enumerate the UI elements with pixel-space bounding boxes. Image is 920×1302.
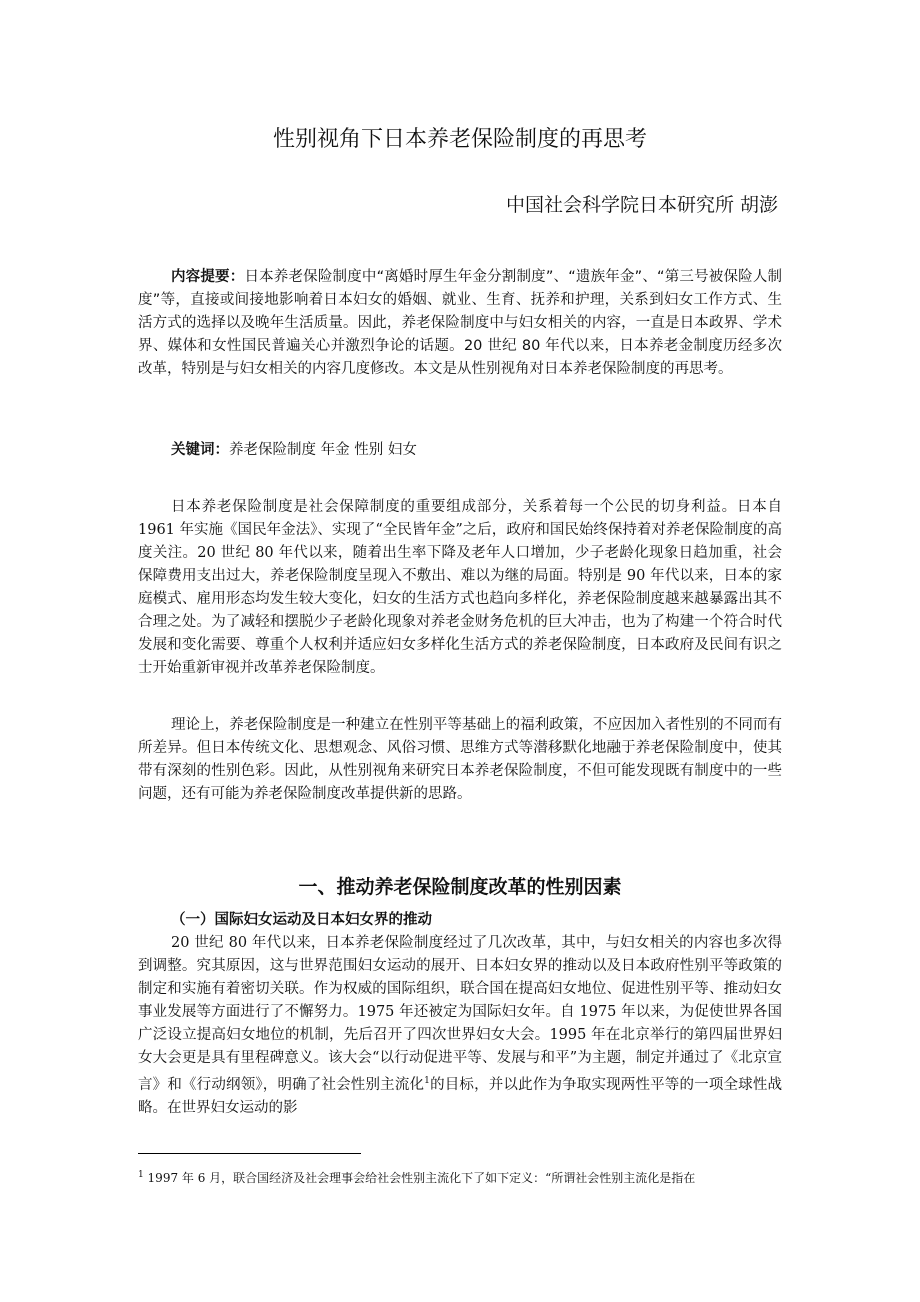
paper-title: 性别视角下日本养老保险制度的再思考 [272, 127, 647, 152]
subsection-heading: （一）国际妇女运动及日本妇女界的推动 [171, 911, 432, 928]
footnote-divider [138, 1153, 361, 1154]
paragraph-3-text-start: 20 世纪 80 年代以来，日本养老保险制度经过了几次改革，其中，与妇女相关的内容也多次得到调整。究其原因，这与世界范围妇女运动的展开、日本妇女界的推动以及日本政府性别平等政策的制定和实施有着密切关联。作为权威的国际组织，联合国在提高妇女地位、促进性别平等、推动妇女事业发展等方面进行了不懈努力。1975 年还被定为国际妇女年。自 1975 年以来，为促使世界各国广泛设立提高妇女地位的机制，先后召开了四次世界妇女大会。1995 年在北京举行的第四届世界妇女大会更是具有里程碑意义。该大会“以行动促进平等、发展与和平”为主题，制定并通过了《北京宣言》和《行动纲领》，明确了社会性别主流化 [138, 935, 782, 1093]
footnote-reference[interactable]: 1 [424, 1076, 430, 1086]
abstract-text: 日本养老保险制度中“离婚时厚生年金分割制度”、“遗族年金”、“第三号被保险人制度”等，直接或间接地影响着日本妇女的婚姻、就业、生育、抚养和护理，关系到妇女工作方式、生活方式的选择以及晚年生活质量。因此，养老保险制度中与妇女相关的内容，一直是日本政界、学术界、媒体和女性国民普遍关心并激烈争论的话题。20 世纪 80 年代以来，日本养老金制度历经多次改革，特别是与妇女相关的内容几度修改。本文是从性别视角对日本养老保险制度的再思考。 [138, 269, 783, 377]
footnote-number: 1 [138, 1170, 144, 1180]
body-paragraph-3 [138, 932, 782, 1120]
abstract-label: 内容提要： [171, 269, 245, 285]
section-heading: 一、推动养老保险制度改革的性别因素 [298, 876, 622, 898]
abstract [138, 266, 782, 381]
paragraph-3-text-end: 的目标，并以此作为争取实现两性平等的一项全球性战略。在世界妇女运动的影 [138, 1076, 783, 1116]
body-paragraph-2: 理论上，养老保险制度是一种建立在性别平等基础上的福利政策，不应因加入者性别的不同而有所差异。但日本传统文化、思想观念、风俗习惯、思维方式等潜移默化地融于养老保险制度中，使其带有深刻的性别色彩。因此，从性别视角来研究日本养老保险制度，不但可能发现既有制度中的一些问题，还有可能为养老保险制度改革提供新的思路。 [138, 717, 782, 802]
keywords [171, 438, 417, 459]
author-affiliation: 中国社会科学院日本研究所 胡澎 [505, 194, 778, 216]
footnote-text: 1997 年 6 月，联合国经济及社会理事会给社会性别主流化下了如下定义：“所谓社会性别主流化是指在 [143, 1171, 696, 1185]
keywords-label: 关键词： [171, 442, 229, 458]
keywords-text: 养老保险制度 年金 性别 妇女 [229, 442, 417, 458]
body-paragraph-1: 日本养老保险制度是社会保障制度的重要组成部分，关系着每一个公民的切身利益。日本自 1961 年实施《国民年金法》、实现了“全民皆年金”之后，政府和国民始终保持着对养老保险制度的高度关注。20 世纪 80 年代以来，随着出生率下降及老年人口增加，少子老龄化现象日趋加重，社会保障费用支出过大，养老保险制度呈现入不敷出、难以为继的局面。特别是 90 年代以来，日本的家庭模式、雇用形态均发生较大变化，妇女的生活方式也趋向多样化，养老保险制度越来越暴露出其不合理之处。为了减轻和摆脱少子老龄化现象对养老金财务危机的巨大冲击，也为了构建一个符合时代发展和变化需要、尊重个人权利并适应妇女多样化生活方式的养老保险制度，日本政府及民间有识之士开始重新审视并改革养老保险制度。 [138, 499, 782, 676]
footnote [138, 1166, 782, 1186]
